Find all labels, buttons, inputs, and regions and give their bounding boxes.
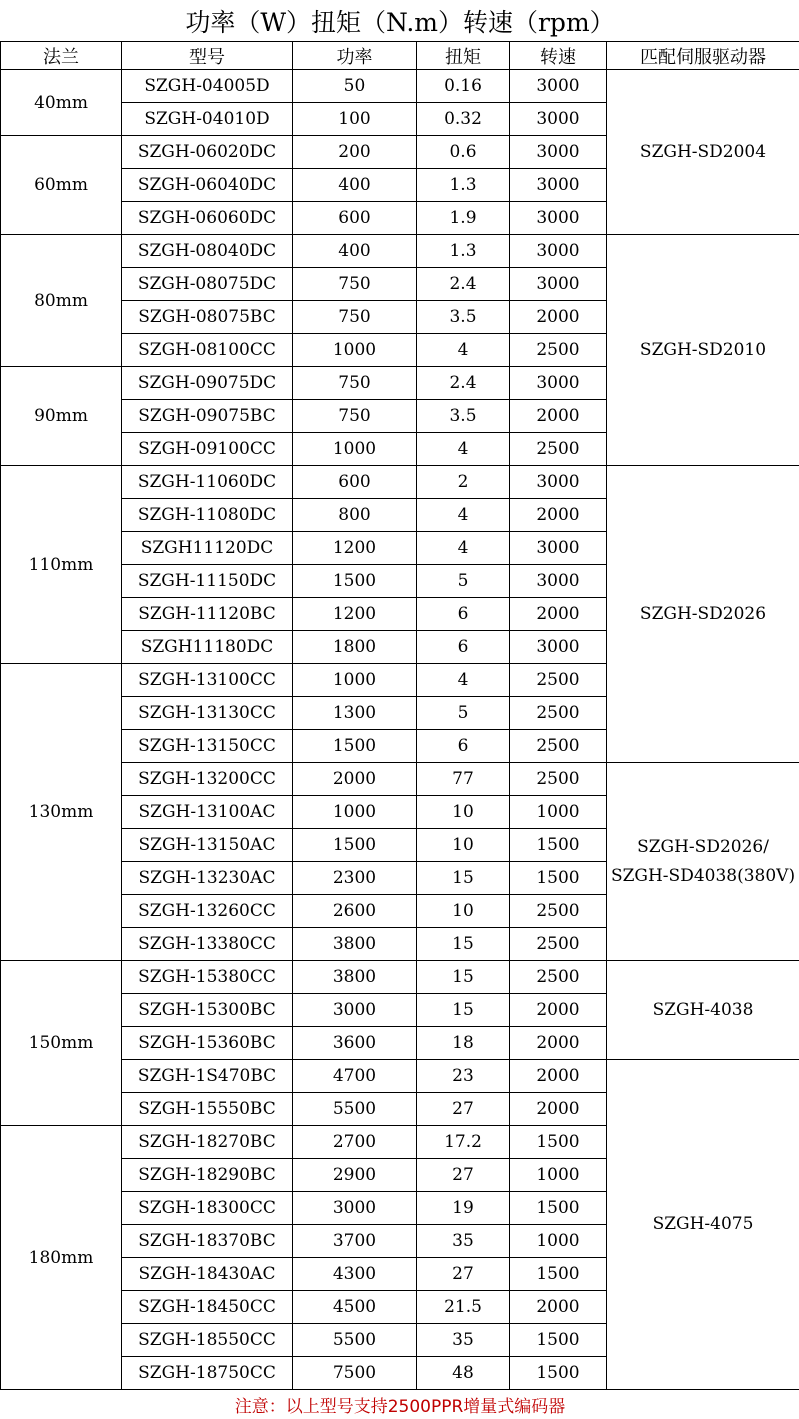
speed-cell: 2500 (510, 697, 607, 730)
power-cell: 800 (293, 499, 417, 532)
power-cell: 1000 (293, 796, 417, 829)
torque-cell: 21.5 (417, 1291, 510, 1324)
driver-cell (607, 961, 799, 1060)
torque-cell: 35 (417, 1225, 510, 1258)
power-cell: 3000 (293, 1192, 417, 1225)
power-cell: 1300 (293, 697, 417, 730)
flange-cell: 80mm (1, 235, 122, 367)
torque-cell: 6 (417, 730, 510, 763)
power-cell: 100 (293, 103, 417, 136)
speed-cell: 3000 (510, 169, 607, 202)
speed-cell: 2500 (510, 730, 607, 763)
torque-cell: 23 (417, 1060, 510, 1093)
torque-cell: 15 (417, 928, 510, 961)
footnote: 注意：以上型号支持2500PPR增量式编码器 (1, 1390, 799, 1419)
speed-cell: 3000 (510, 565, 607, 598)
header-flange: 法兰 (1, 42, 122, 70)
model-cell: SZGH-18370BC (122, 1225, 293, 1258)
power-cell: 2300 (293, 862, 417, 895)
speed-cell: 2000 (510, 1093, 607, 1126)
torque-cell: 15 (417, 961, 510, 994)
model-cell: SZGH-18300CC (122, 1192, 293, 1225)
torque-cell: 4 (417, 433, 510, 466)
speed-cell: 2000 (510, 598, 607, 631)
table-body (1, 70, 799, 1390)
driver-cell (607, 763, 799, 961)
model-cell: SZGH-09100CC (122, 433, 293, 466)
flange-cell: 60mm (1, 136, 122, 235)
power-cell: 1500 (293, 565, 417, 598)
speed-cell: 1500 (510, 862, 607, 895)
model-cell: SZGH-06040DC (122, 169, 293, 202)
speed-cell: 3000 (510, 103, 607, 136)
speed-cell: 2000 (510, 1291, 607, 1324)
model-cell: SZGH-06060DC (122, 202, 293, 235)
power-cell: 1000 (293, 334, 417, 367)
model-cell: SZGH-13130CC (122, 697, 293, 730)
torque-cell: 35 (417, 1324, 510, 1357)
model-cell: SZGH-15380CC (122, 961, 293, 994)
torque-cell: 27 (417, 1258, 510, 1291)
model-cell: SZGH-13380CC (122, 928, 293, 961)
torque-cell: 4 (417, 334, 510, 367)
torque-cell: 1.3 (417, 169, 510, 202)
model-cell: SZGH-11060DC (122, 466, 293, 499)
driver-label: SZGH-4038 (652, 999, 754, 1020)
power-cell: 1800 (293, 631, 417, 664)
model-cell: SZGH-06020DC (122, 136, 293, 169)
flange-cell: 130mm (1, 664, 122, 961)
power-cell: 1000 (293, 433, 417, 466)
model-cell: SZGH-18290BC (122, 1159, 293, 1192)
torque-cell: 3.5 (417, 301, 510, 334)
torque-cell: 4 (417, 499, 510, 532)
model-cell: SZGH-18430AC (122, 1258, 293, 1291)
model-cell: SZGH-18750CC (122, 1357, 293, 1390)
model-cell: SZGH-13260CC (122, 895, 293, 928)
power-cell: 1500 (293, 730, 417, 763)
torque-cell: 6 (417, 598, 510, 631)
model-cell: SZGH-13100CC (122, 664, 293, 697)
torque-cell: 2.4 (417, 367, 510, 400)
driver-cell (607, 70, 799, 235)
power-cell: 2900 (293, 1159, 417, 1192)
table-row (1, 961, 799, 994)
model-cell: SZGH-13150AC (122, 829, 293, 862)
driver-cell (607, 1060, 799, 1390)
torque-cell: 27 (417, 1093, 510, 1126)
power-cell: 750 (293, 400, 417, 433)
speed-cell: 3000 (510, 235, 607, 268)
speed-cell: 1500 (510, 1357, 607, 1390)
flange-cell: 90mm (1, 367, 122, 466)
torque-cell: 18 (417, 1027, 510, 1060)
model-cell: SZGH11120DC (122, 532, 293, 565)
header-power: 功率 (293, 42, 417, 70)
speed-cell: 1000 (510, 1159, 607, 1192)
power-cell: 4700 (293, 1060, 417, 1093)
table-row (1, 235, 799, 268)
speed-cell: 1500 (510, 1258, 607, 1291)
flange-cell: 150mm (1, 961, 122, 1126)
speed-cell: 3000 (510, 367, 607, 400)
model-cell: SZGH-04005D (122, 70, 293, 103)
table-row (1, 466, 799, 499)
speed-cell: 2500 (510, 334, 607, 367)
torque-cell: 19 (417, 1192, 510, 1225)
flange-cell: 40mm (1, 70, 122, 136)
model-cell: SZGH-13230AC (122, 862, 293, 895)
torque-cell: 15 (417, 862, 510, 895)
torque-cell: 48 (417, 1357, 510, 1390)
model-cell: SZGH-09075BC (122, 400, 293, 433)
speed-cell: 3000 (510, 631, 607, 664)
speed-cell: 2000 (510, 400, 607, 433)
driver-label: SZGH-SD2026 (639, 603, 767, 624)
model-cell: SZGH-08040DC (122, 235, 293, 268)
power-cell: 200 (293, 136, 417, 169)
power-cell: 400 (293, 235, 417, 268)
model-cell: SZGH-13150CC (122, 730, 293, 763)
power-cell: 600 (293, 202, 417, 235)
power-cell: 750 (293, 367, 417, 400)
torque-cell: 0.32 (417, 103, 510, 136)
power-cell: 750 (293, 268, 417, 301)
speed-cell: 3000 (510, 466, 607, 499)
header-row (1, 42, 799, 70)
driver-label: SZGH-SD4038(380V) (610, 865, 796, 886)
power-cell: 1200 (293, 532, 417, 565)
model-cell: SZGH-08100CC (122, 334, 293, 367)
torque-cell: 1.3 (417, 235, 510, 268)
torque-cell: 10 (417, 796, 510, 829)
speed-cell: 3000 (510, 70, 607, 103)
power-cell: 2600 (293, 895, 417, 928)
table-title: 功率（W）扭矩（N.m）转速（rpm） (1, 0, 799, 42)
header-model: 型号 (122, 42, 293, 70)
speed-cell: 2000 (510, 1060, 607, 1093)
power-cell: 5500 (293, 1324, 417, 1357)
power-cell: 3600 (293, 1027, 417, 1060)
model-cell: SZGH-13100AC (122, 796, 293, 829)
model-cell: SZGH-15300BC (122, 994, 293, 1027)
model-cell: SZGH11180DC (122, 631, 293, 664)
speed-cell: 3000 (510, 136, 607, 169)
header-torque: 扭矩 (417, 42, 510, 70)
power-cell: 3800 (293, 928, 417, 961)
model-cell: SZGH-08075DC (122, 268, 293, 301)
model-cell: SZGH-08075BC (122, 301, 293, 334)
speed-cell: 1000 (510, 796, 607, 829)
model-cell: SZGH-04010D (122, 103, 293, 136)
power-cell: 4300 (293, 1258, 417, 1291)
torque-cell: 0.16 (417, 70, 510, 103)
header-speed: 转速 (510, 42, 607, 70)
speed-cell: 3000 (510, 532, 607, 565)
power-cell: 2700 (293, 1126, 417, 1159)
speed-cell: 2000 (510, 499, 607, 532)
speed-cell: 1500 (510, 1126, 607, 1159)
model-cell: SZGH-09075DC (122, 367, 293, 400)
speed-cell: 2000 (510, 301, 607, 334)
torque-cell: 27 (417, 1159, 510, 1192)
driver-cell (607, 466, 799, 763)
torque-cell: 10 (417, 829, 510, 862)
flange-cell: 180mm (1, 1126, 122, 1390)
driver-label: SZGH-SD2026/ (637, 836, 769, 857)
power-cell: 400 (293, 169, 417, 202)
torque-cell: 4 (417, 664, 510, 697)
model-cell: SZGH-13200CC (122, 763, 293, 796)
speed-cell: 2500 (510, 895, 607, 928)
power-cell: 5500 (293, 1093, 417, 1126)
torque-cell: 2.4 (417, 268, 510, 301)
power-cell: 3000 (293, 994, 417, 1027)
power-cell: 4500 (293, 1291, 417, 1324)
header-driver: 匹配伺服驱动器 (607, 42, 799, 70)
power-cell: 50 (293, 70, 417, 103)
speed-cell: 2500 (510, 664, 607, 697)
model-cell: SZGH-15360BC (122, 1027, 293, 1060)
table-row (1, 70, 799, 103)
model-cell: SZGH-11150DC (122, 565, 293, 598)
power-cell: 750 (293, 301, 417, 334)
model-cell: SZGH-15550BC (122, 1093, 293, 1126)
speed-cell: 2500 (510, 433, 607, 466)
speed-cell: 2500 (510, 928, 607, 961)
torque-cell: 1.9 (417, 202, 510, 235)
power-cell: 600 (293, 466, 417, 499)
driver-label: SZGH-4075 (652, 1214, 754, 1234)
power-cell: 7500 (293, 1357, 417, 1390)
torque-cell: 77 (417, 763, 510, 796)
power-cell: 1200 (293, 598, 417, 631)
model-cell: SZGH-18270BC (122, 1126, 293, 1159)
speed-cell: 1000 (510, 1225, 607, 1258)
power-cell: 3800 (293, 961, 417, 994)
torque-cell: 0.6 (417, 136, 510, 169)
flange-cell: 110mm (1, 466, 122, 664)
driver-cell (607, 235, 799, 466)
power-cell: 1000 (293, 664, 417, 697)
torque-cell: 3.5 (417, 400, 510, 433)
model-cell: SZGH-18550CC (122, 1324, 293, 1357)
torque-cell: 5 (417, 565, 510, 598)
power-cell: 1500 (293, 829, 417, 862)
speed-cell: 2000 (510, 1027, 607, 1060)
model-cell: SZGH-1S470BC (122, 1060, 293, 1093)
torque-cell: 4 (417, 532, 510, 565)
torque-cell: 17.2 (417, 1126, 510, 1159)
torque-cell: 5 (417, 697, 510, 730)
power-cell: 3700 (293, 1225, 417, 1258)
speed-cell: 2000 (510, 994, 607, 1027)
torque-cell: 2 (417, 466, 510, 499)
driver-label: SZGH-SD2004 (639, 141, 767, 162)
torque-cell: 10 (417, 895, 510, 928)
speed-cell: 2500 (510, 763, 607, 796)
power-cell: 2000 (293, 763, 417, 796)
torque-cell: 15 (417, 994, 510, 1027)
speed-cell: 3000 (510, 202, 607, 235)
speed-cell: 2500 (510, 961, 607, 994)
model-cell: SZGH-18450CC (122, 1291, 293, 1324)
model-cell: SZGH-11080DC (122, 499, 293, 532)
speed-cell: 3000 (510, 268, 607, 301)
speed-cell: 1500 (510, 1324, 607, 1357)
model-cell: SZGH-11120BC (122, 598, 293, 631)
speed-cell: 1500 (510, 829, 607, 862)
speed-cell: 1500 (510, 1192, 607, 1225)
driver-label: SZGH-SD2010 (639, 339, 767, 360)
torque-cell: 6 (417, 631, 510, 664)
